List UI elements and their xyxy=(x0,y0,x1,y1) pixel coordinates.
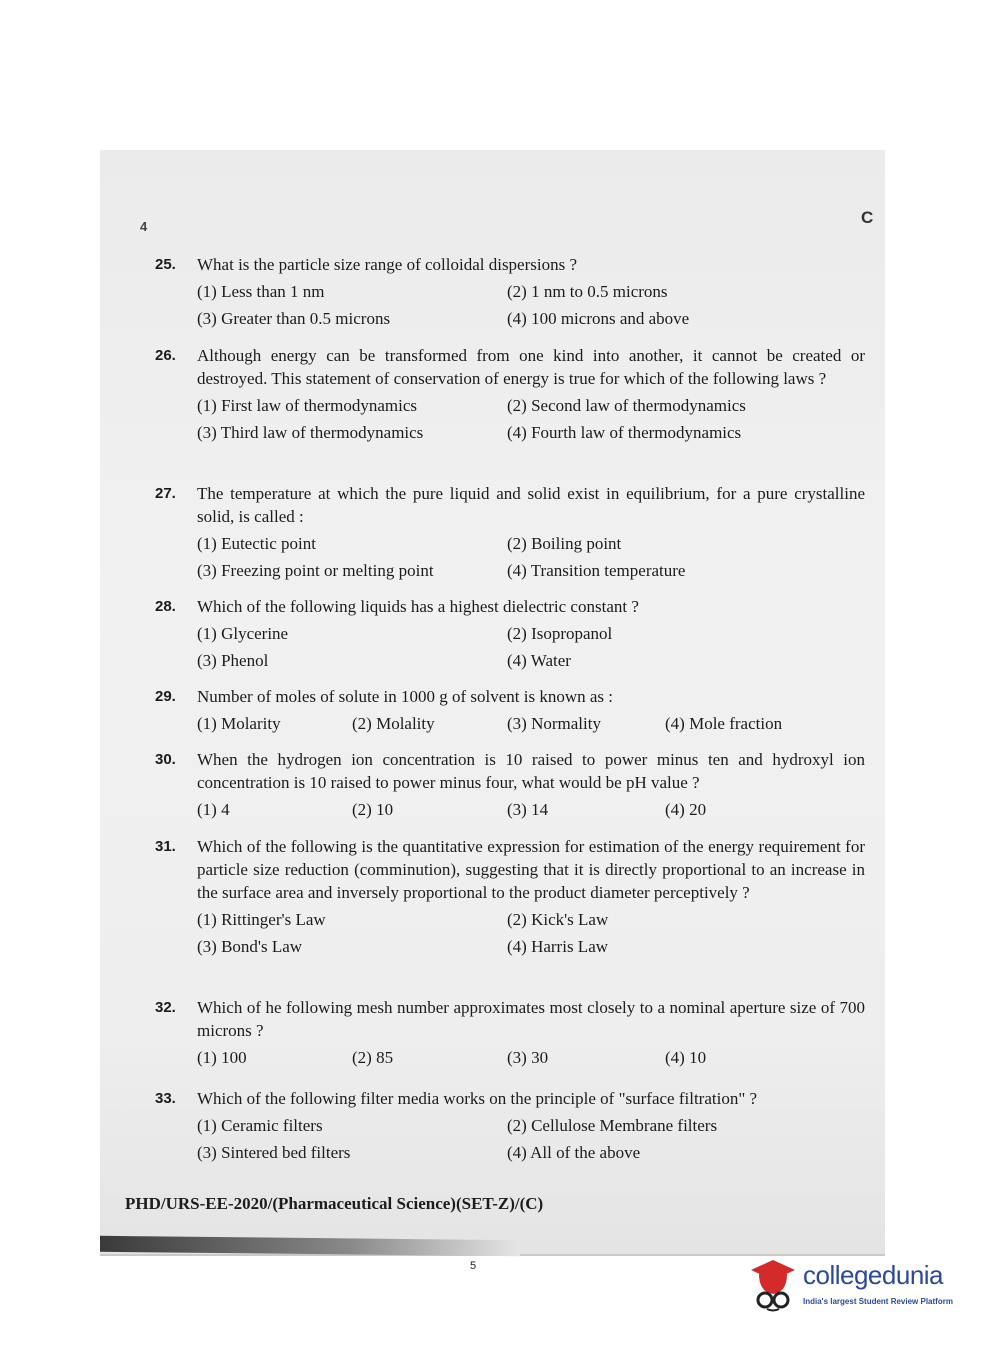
option-2: (2) Molality xyxy=(352,714,435,733)
option-2: (2) Second law of thermodynamics xyxy=(507,396,746,415)
question-33 xyxy=(155,1087,865,1170)
question-number: 33. xyxy=(155,1090,176,1107)
option-1: (1) First law of thermodynamics xyxy=(197,396,418,415)
option-2: (2) Kick's Law xyxy=(507,910,609,929)
option-3: (3) Sintered bed filters xyxy=(197,1143,351,1162)
question-number: 26. xyxy=(155,347,176,364)
option-1: (1) Molarity xyxy=(197,714,281,733)
question-text: When the hydrogen ion concentration is 10 raised to power minus ten and hydroxyl ion concentration is 10 raised to power minus four, what would be pH value ? xyxy=(197,750,865,792)
question-text: Which of the following filter media works on the principle of "surface filtration" ? xyxy=(197,1089,758,1108)
question-number: 28. xyxy=(155,598,176,615)
option-2: (2) Isopropanol xyxy=(507,624,613,643)
options xyxy=(197,908,865,964)
exam-code-footer: PHD/URS-EE-2020/(Pharmaceutical Science)(SET-Z)/(C) xyxy=(125,1194,544,1213)
option-2: (2) 85 xyxy=(352,1048,394,1067)
options xyxy=(197,798,865,824)
question-text: Which of he following mesh number approximates most closely to a nominal aperture size of 700 microns ? xyxy=(197,998,865,1040)
question-31 xyxy=(155,835,865,964)
option-4: (4) All of the above xyxy=(507,1143,641,1162)
options xyxy=(197,1114,865,1170)
option-3: (3) 14 xyxy=(507,800,549,819)
question-text: Although energy can be transformed from one kind into another, it cannot be created or destroyed. This statement of conservation of energy is true for which of the following laws ? xyxy=(197,346,865,388)
question-30 xyxy=(155,748,865,824)
options xyxy=(197,280,865,336)
option-3: (3) Greater than 0.5 microns xyxy=(197,309,391,328)
question-text: Which of the following is the quantitative expression for estimation of the energy requirement for particle size reduction (comminution), suggesting that it is directly proportional to an increase in the surface area and inversely proportional to the product diameter perceptively ? xyxy=(197,837,865,902)
options xyxy=(197,1046,865,1072)
option-4: (4) Fourth law of thermodynamics xyxy=(507,423,742,442)
brand-name: collegedunia xyxy=(803,1260,944,1290)
question-number: 27. xyxy=(155,485,176,502)
question-29 xyxy=(155,685,865,738)
question-number: 30. xyxy=(155,751,176,768)
question-27 xyxy=(155,482,865,588)
question-25 xyxy=(155,253,865,336)
question-text: Number of moles of solute in 1000 g of solvent is known as : xyxy=(197,687,613,706)
option-3: (3) 30 xyxy=(507,1048,549,1067)
graduate-mascot-icon xyxy=(745,1252,801,1312)
question-number: 32. xyxy=(155,999,176,1016)
options xyxy=(197,712,865,738)
page-number: 4 xyxy=(140,219,148,234)
option-1: (1) Less than 1 nm xyxy=(197,282,325,301)
question-text: The temperature at which the pure liquid and solid exist in equilibrium, for a pure crystalline solid, is called : xyxy=(197,484,865,526)
options xyxy=(197,394,865,450)
option-3: (3) Phenol xyxy=(197,651,269,670)
options xyxy=(197,532,865,588)
question-32 xyxy=(155,996,865,1072)
option-1: (1) Rittinger's Law xyxy=(197,910,326,929)
options xyxy=(197,622,865,678)
question-number: 29. xyxy=(155,688,176,705)
question-text: Which of the following liquids has a highest dielectric constant ? xyxy=(197,597,639,616)
option-3: (3) Third law of thermodynamics xyxy=(197,423,424,442)
option-2: (2) 1 nm to 0.5 microns xyxy=(507,282,668,301)
option-4: (4) 20 xyxy=(665,800,707,819)
option-2: (2) Boiling point xyxy=(507,534,622,553)
option-1: (1) Glycerine xyxy=(197,624,289,643)
option-3: (3) Bond's Law xyxy=(197,937,303,956)
option-2: (2) Cellulose Membrane filters xyxy=(507,1116,718,1135)
option-2: (2) 10 xyxy=(352,800,394,819)
option-1: (1) Ceramic filters xyxy=(197,1116,323,1135)
option-1: (1) 4 xyxy=(197,800,230,819)
brand-tagline: India's largest Student Review Platform xyxy=(803,1297,953,1306)
collegedunia-logo xyxy=(745,1252,970,1322)
question-26 xyxy=(155,344,865,450)
option-4: (4) Harris Law xyxy=(507,937,609,956)
option-4: (4) Transition temperature xyxy=(507,561,686,580)
set-letter: C xyxy=(861,208,874,227)
question-number: 25. xyxy=(155,256,176,273)
option-4: (4) 10 xyxy=(665,1048,707,1067)
page-number-footer: 5 xyxy=(470,1260,477,1272)
option-3: (3) Freezing point or melting point xyxy=(197,561,434,580)
option-1: (1) 100 xyxy=(197,1048,247,1067)
option-4: (4) Water xyxy=(507,651,571,670)
option-4: (4) 100 microns and above xyxy=(507,309,690,328)
option-4: (4) Mole fraction xyxy=(665,714,783,733)
question-number: 31. xyxy=(155,838,176,855)
option-3: (3) Normality xyxy=(507,714,601,733)
option-1: (1) Eutectic point xyxy=(197,534,316,553)
question-28 xyxy=(155,595,865,678)
question-text: What is the particle size range of colloidal dispersions ? xyxy=(197,255,578,274)
